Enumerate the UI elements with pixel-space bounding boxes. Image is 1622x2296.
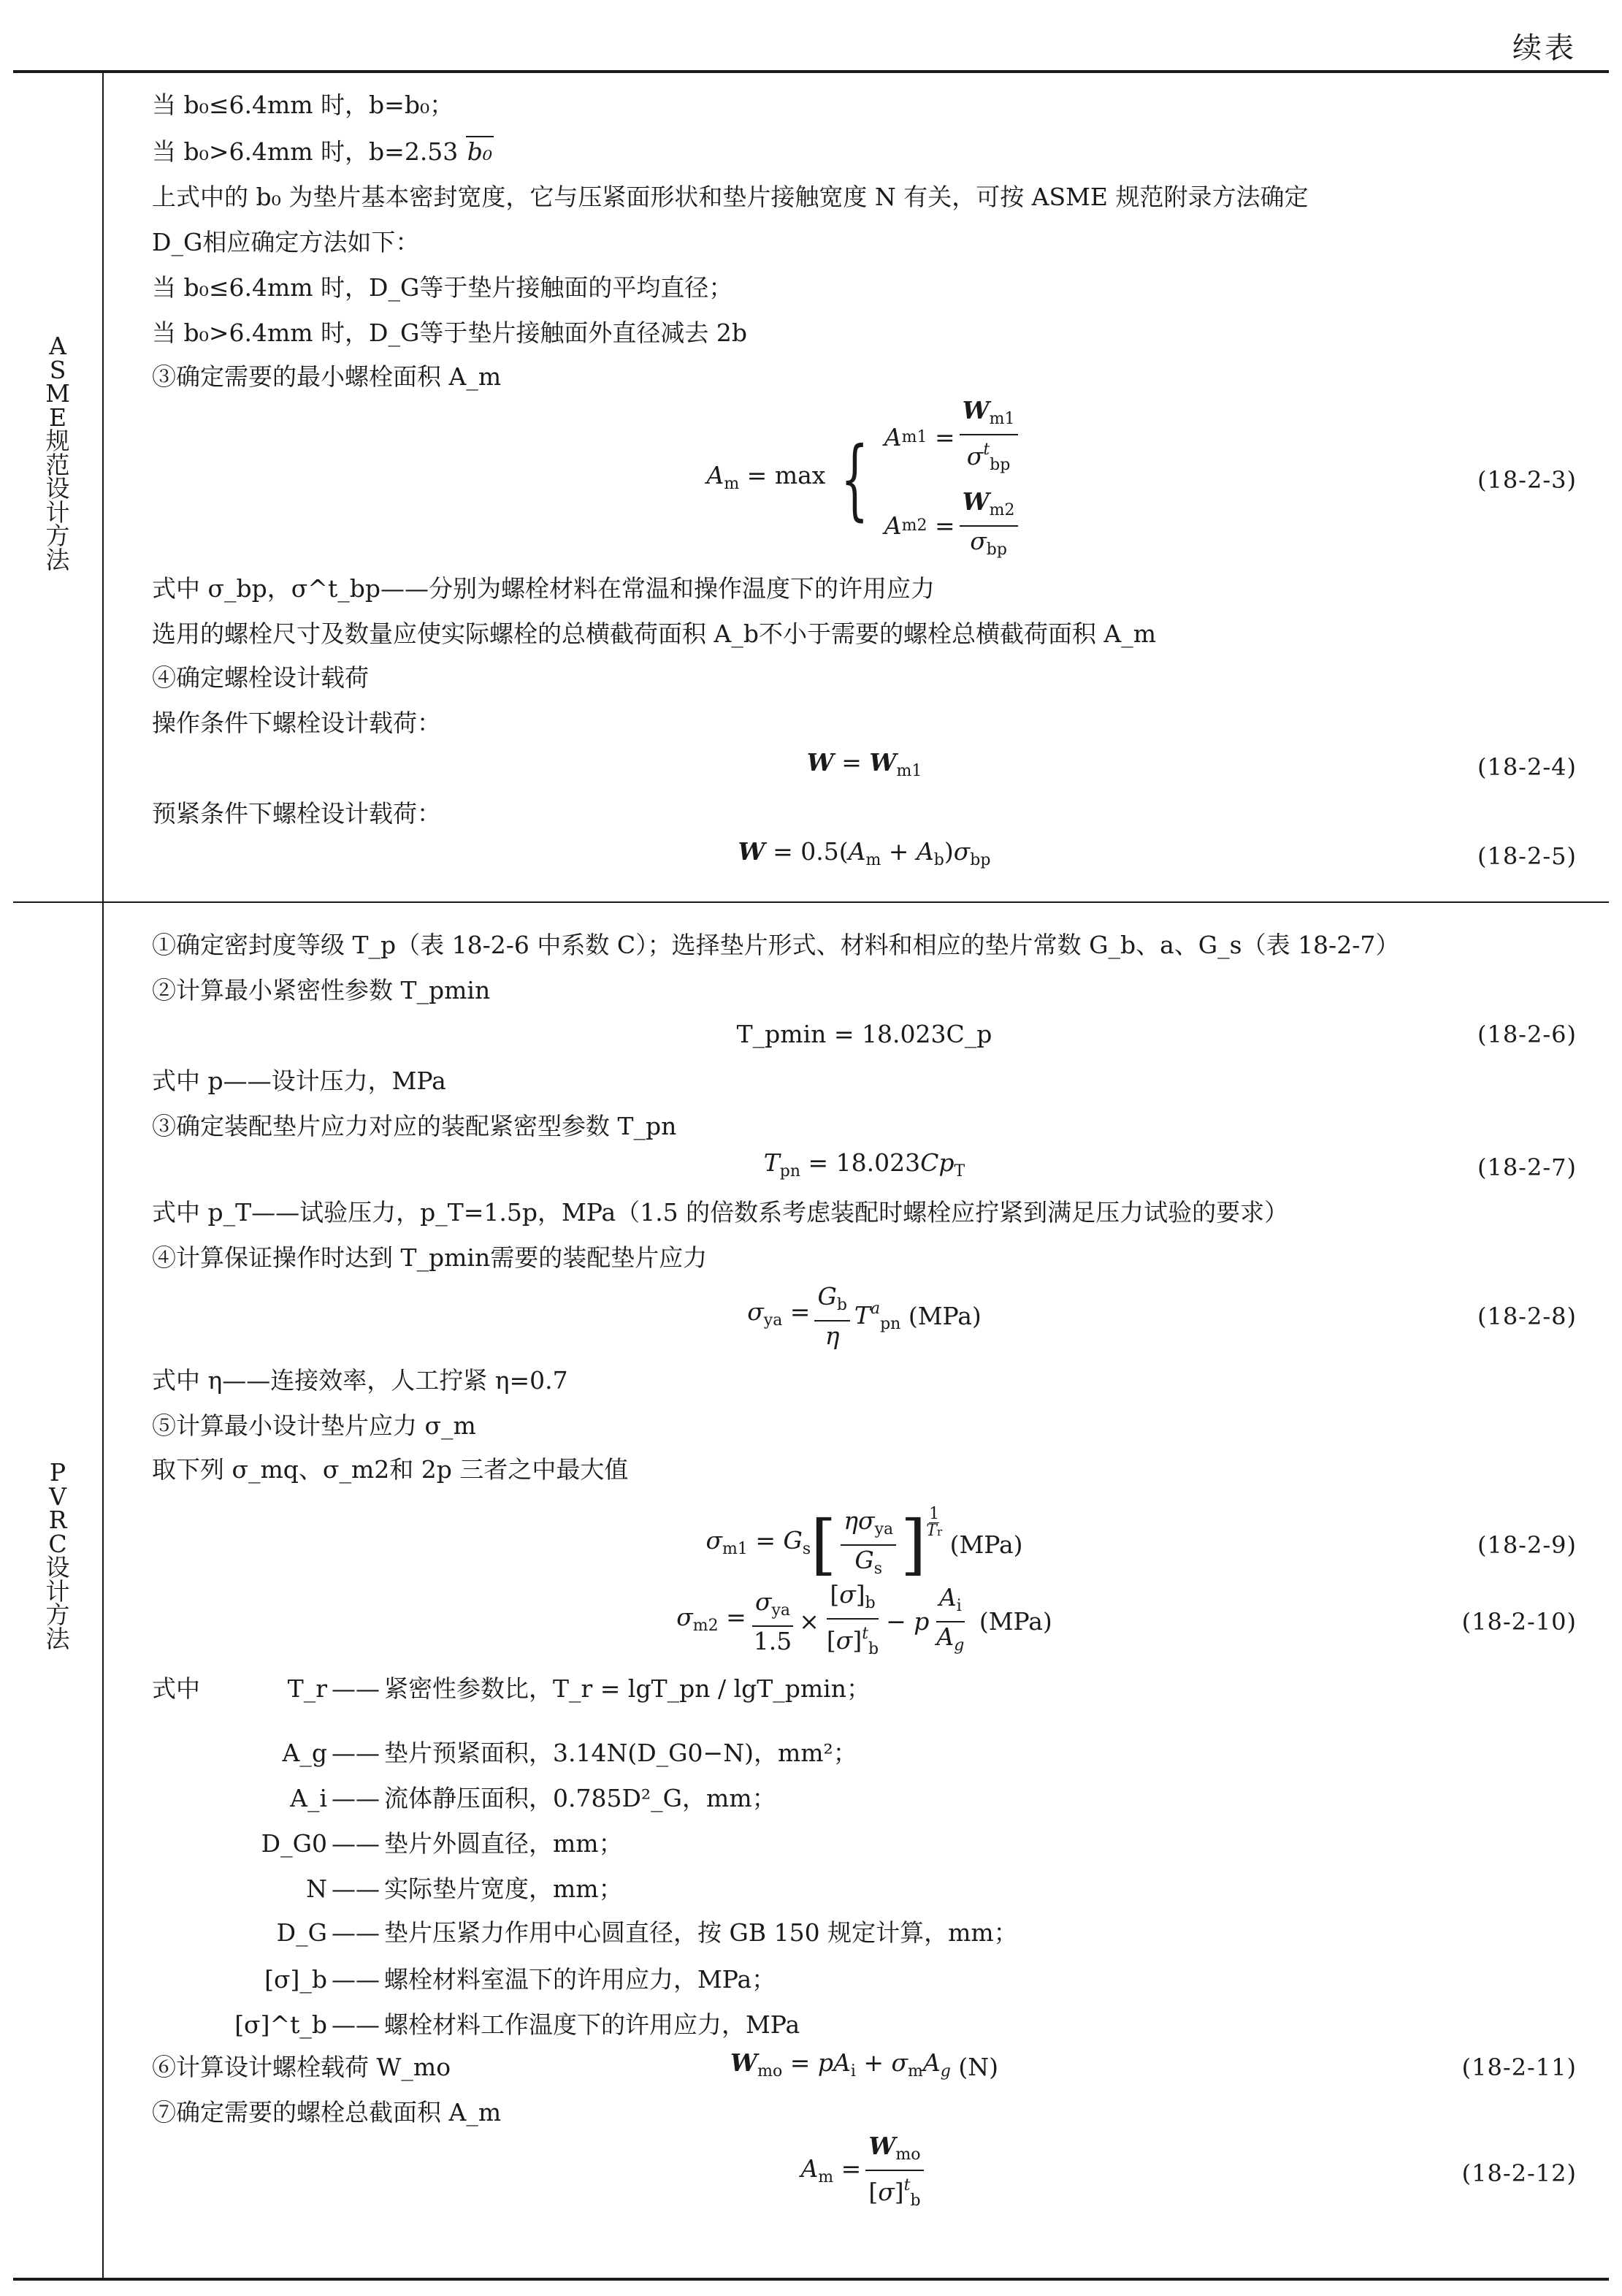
text-line: ⑦确定需要的螺栓总截面积 A_m	[152, 2098, 502, 2127]
text-line: ③确定装配垫片应力对应的装配紧密型参数 T_pn	[152, 1112, 677, 1140]
text-line: ④确定螺栓设计载荷	[152, 663, 369, 692]
text-line: 式中 σ_bp，σ^t_bp——分别为螺栓材料在常温和操作温度下的许用应力	[152, 574, 935, 603]
column-divider	[102, 72, 104, 2279]
text-line: 当 b₀≤6.4mm 时，D_G等于垫片接触面的平均直径；	[152, 273, 733, 302]
top-rule	[13, 70, 1609, 73]
text-line: 式中 η——连接效率，人工拧紧 η=0.7	[152, 1366, 568, 1395]
where-item: [σ]_b —— 螺栓材料室温下的许用应力，MPa；	[264, 1965, 776, 1994]
text-line: 式中 p——设计压力，MPa	[152, 1067, 446, 1095]
sqrt-expr: b₀	[467, 137, 493, 166]
equation-18-2-5: $W = 0.5(A_m + A_b)\sigma_{bp}$ (18-2-5)	[738, 837, 1577, 870]
where-lead: 式中	[152, 1674, 200, 1703]
text-line: ③确定需要的最小螺栓面积 A_m	[152, 362, 502, 391]
text-line: ④计算保证操作时达到 T_pmin需要的装配垫片应力	[152, 1243, 708, 1272]
equation-18-2-11: $W_{mo} = pA_i + \sigma_mA_g$ (N) (18-2-11)	[730, 2048, 1577, 2081]
where-item: [σ]^t_b —— 螺栓材料工作温度下的许用应力，MPa	[234, 2010, 800, 2039]
text-line: ①确定密封度等级 T_p（表 18-2-6 中系数 C）；选择垫片形式、材料和相应的垫片常数 G_b、a、G_s（表 18-2-7）	[152, 931, 1400, 959]
text-line: 操作条件下螺栓设计载荷：	[152, 709, 441, 737]
bottom-rule	[13, 2278, 1609, 2281]
text-line: 上式中的 b₀ 为垫片基本密封宽度，它与压紧面形状和垫片接触宽度 N 有关，可按 ASME 规范附录方法确定	[152, 183, 1309, 211]
equation-18-2-9: $\sigma_{m1} = G_s$ [ $\frac{\eta\sigma_{ya}}{G_s}$ ] 1 Tr (MPa) (18-2-9)	[705, 1505, 1577, 1583]
text-line: 当 b₀>6.4mm 时，b=2.53 b₀	[152, 137, 493, 166]
text-line: 取下列 σ_mq、σ_m2和 2p 三者之中最大值	[152, 1455, 629, 1484]
where-item: N —— 实际垫片宽度，mm；	[306, 1874, 623, 1903]
text-line: D_G相应确定方法如下：	[152, 228, 420, 256]
text-line: ②计算最小紧密性参数 T_pmin	[152, 976, 491, 1004]
text-line: 预紧条件下螺栓设计载荷：	[152, 799, 441, 828]
text-line: 选用的螺栓尺寸及数量应使实际螺栓的总横截荷面积 A_b不小于需要的螺栓总横截荷面积 A_m	[152, 619, 1157, 648]
pvrc-section-label: P V R C 设 计 方 法	[45, 1458, 70, 1653]
equation-18-2-6: T_pmin = 18.023C_p (18-2-6)	[736, 1020, 1577, 1048]
where-item: A_g —— 垫片预紧面积，3.14N(D_G0−N)，mm²；	[282, 1739, 857, 1767]
equation-18-2-4: $W = W_{m1}$ (18-2-4)	[806, 748, 1577, 781]
text-line: ⑤计算最小设计垫片应力 σ_m	[152, 1411, 476, 1440]
equation-18-2-7: $T_{pn} = 18.023Cp_T$ (18-2-7)	[763, 1148, 1577, 1181]
middle-rule	[13, 901, 1609, 903]
asme-section-label: A S M E 规 范 设 计 方 法	[45, 332, 70, 574]
continued-label: 续表	[1512, 31, 1577, 65]
where-item: D_G0 —— 垫片外圆直径，mm；	[261, 1829, 623, 1858]
text-line: 式中 p_T——试验压力，p_T=1.5p，MPa（1.5 的倍数系考虑装配时螺栓应拧紧到满足压力试验的要求）	[152, 1198, 1289, 1227]
where-item: D_G —— 垫片压紧力作用中心圆直径，按 GB 150 规定计算，mm；	[276, 1918, 1018, 1947]
where-item: T_r —— 紧密性参数比，T_r = lgT_pn / lgT_pmin；	[287, 1674, 871, 1703]
equation-18-2-10: $\sigma_{m2}$ = $\frac{\sigma_{ya}}{1.5}$ × $\frac{[\sigma]_b}{[\sigma]^t_b}$ − p $\frac{A_i}{A_g}$ (MPa) (18-2-10)	[676, 1579, 1577, 1658]
text-line: 当 b₀>6.4mm 时，D_G等于垫片接触面外直径减去 2b	[152, 319, 747, 347]
where-item: A_i —— 流体静压面积，0.785D²_G，mm；	[290, 1784, 776, 1812]
text-line: ⑥计算设计螺栓载荷 W_mo	[152, 2053, 451, 2081]
equation-18-2-8: $\sigma_{ya}$ = $\frac{G_b}{\eta}$ $T^a_{pn}$ (MPa) (18-2-8)	[747, 1282, 1577, 1350]
text-line: 当 b₀≤6.4mm 时，b=b₀；	[152, 91, 454, 119]
equation-18-2-3: $A_m = \max$ { A m1 = $\frac{W_{m1}}{\sigma^t_{bp}}$ A m2 = $\frac{W_{m2}}{\sigma_{bp}}$ (18-2-3)	[706, 395, 1577, 559]
equation-18-2-12: $A_m$ = $\frac{W_{mo}}{[\sigma]^t_b}$ (18-2-12)	[800, 2131, 1577, 2210]
